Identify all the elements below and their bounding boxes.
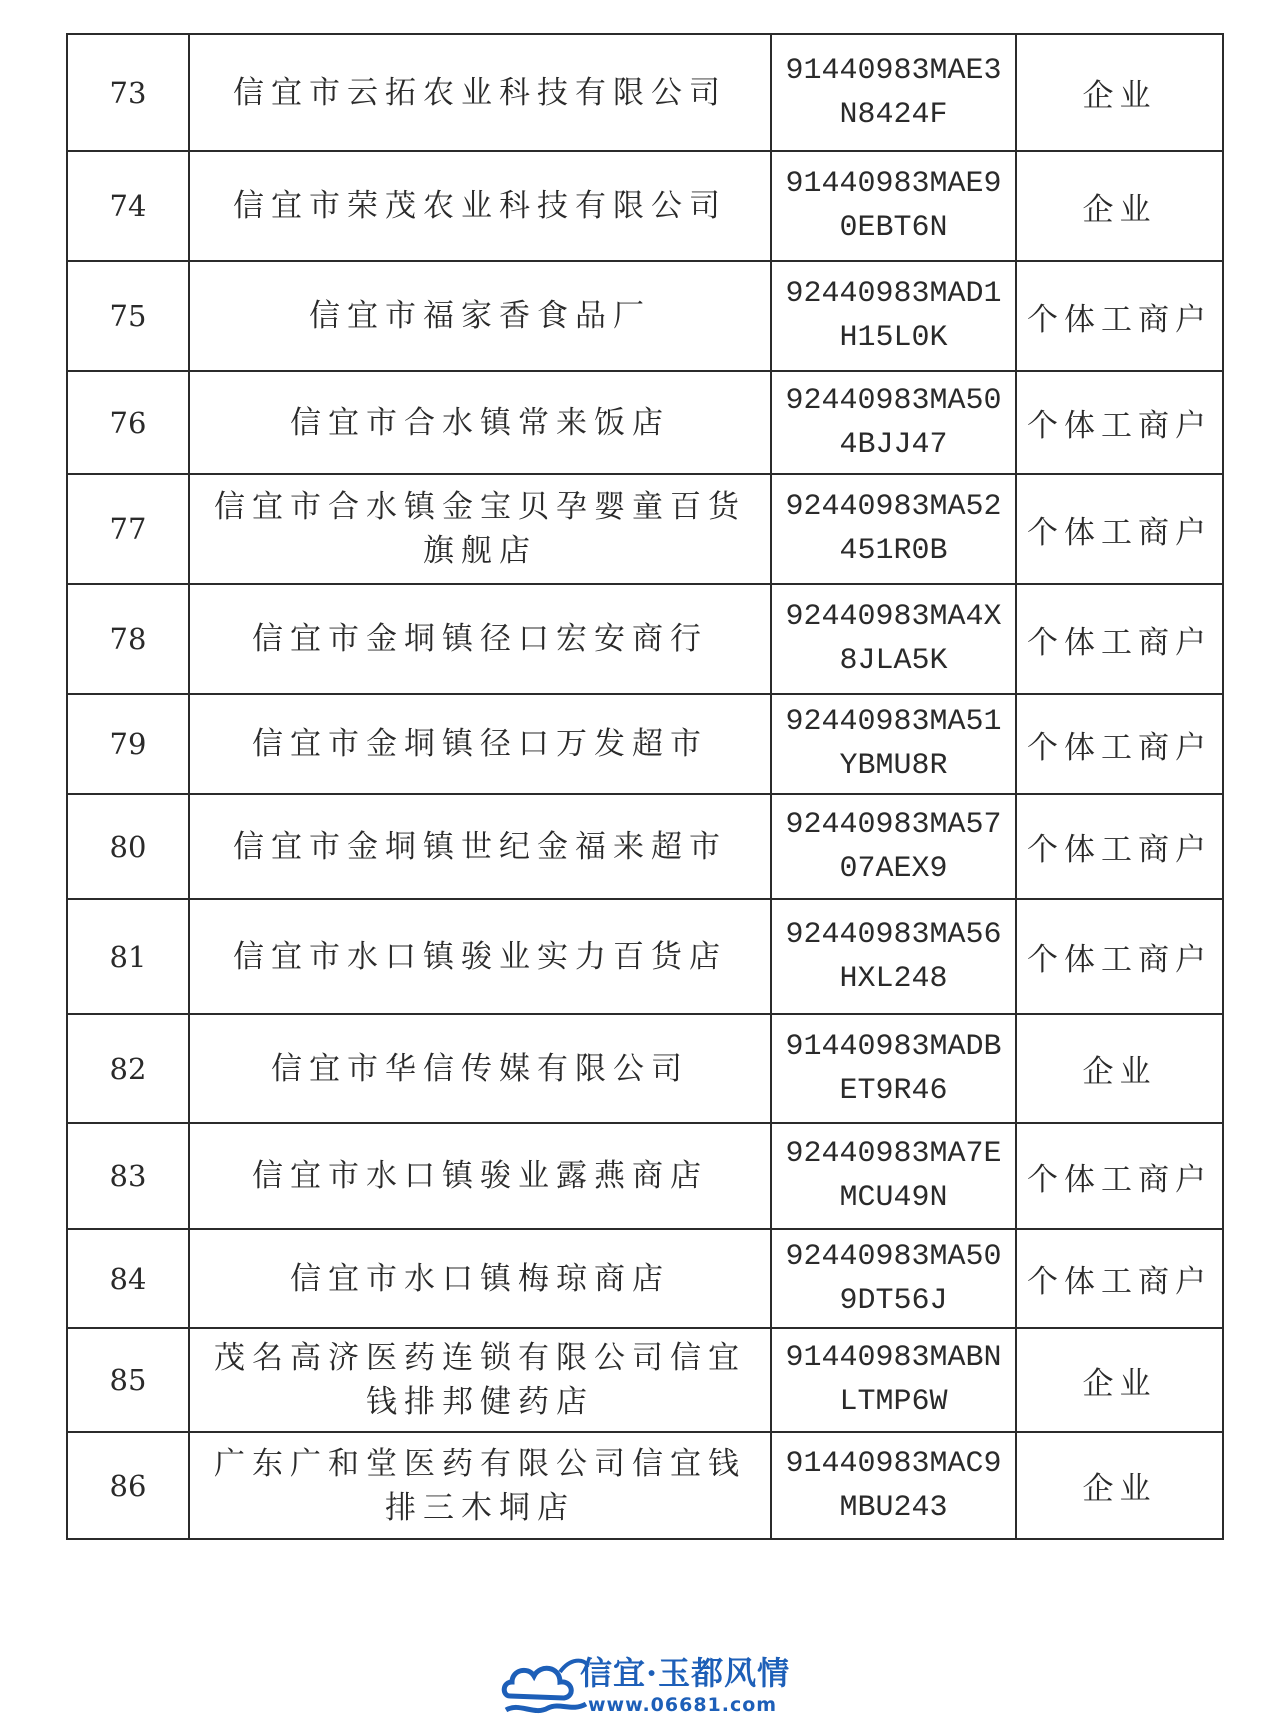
row-number-cell <box>68 1015 188 1122</box>
entity-name: 信宜市金垌镇世纪金福来超市 <box>233 828 727 865</box>
row-number-cell <box>68 262 188 370</box>
entity-type: 个体工商户 <box>1027 624 1212 661</box>
credit-code: 91440983MAE90EBT6N <box>785 167 1002 245</box>
credit-code-cell <box>772 900 1015 1013</box>
entity-type-cell <box>1017 1230 1222 1327</box>
table-row-divider <box>66 1538 1224 1540</box>
entity-type: 个体工商户 <box>1027 408 1212 444</box>
entity-type: 企业 <box>1082 78 1157 114</box>
entity-name-cell <box>190 475 770 583</box>
entity-type-cell <box>1017 35 1222 150</box>
entity-type-cell <box>1017 795 1222 898</box>
row-number: 81 <box>109 939 147 974</box>
credit-code-cell <box>772 475 1015 583</box>
entity-name-cell <box>190 1329 770 1431</box>
entity-name: 茂名高济医药连锁有限公司信宜钱排邦健药店 <box>214 1340 746 1420</box>
row-number: 85 <box>109 1363 147 1397</box>
row-number: 77 <box>109 512 147 546</box>
entity-name-cell <box>190 795 770 898</box>
entity-name-cell <box>190 585 770 693</box>
row-number: 86 <box>109 1468 147 1503</box>
entity-name: 信宜市金垌镇径口万发超市 <box>252 726 708 762</box>
credit-code: 91440983MADBET9R46 <box>785 1029 1002 1108</box>
row-number-cell <box>68 372 188 473</box>
credit-code-cell <box>772 695 1015 793</box>
row-number-cell <box>68 695 188 793</box>
row-number-cell <box>68 1433 188 1538</box>
credit-code: 92440983MAD1H15L0K <box>785 277 1002 355</box>
entity-name-cell <box>190 900 770 1013</box>
entity-type: 企业 <box>1082 1054 1157 1090</box>
entity-name-cell <box>190 35 770 150</box>
credit-code-cell <box>772 1433 1015 1538</box>
credit-code-cell <box>772 1124 1015 1228</box>
entity-name: 信宜市福家香食品厂 <box>309 298 651 334</box>
row-number: 84 <box>109 1261 147 1296</box>
entity-type-cell <box>1017 1433 1222 1538</box>
credit-code: 91440983MABNLTMP6W <box>785 1341 1002 1419</box>
row-number-cell <box>68 152 188 260</box>
credit-code: 92440983MA56HXL248 <box>785 917 1002 996</box>
credit-code: 92440983MA52451R0B <box>785 490 1002 568</box>
row-number: 82 <box>109 1051 147 1086</box>
row-number-cell <box>68 1124 188 1228</box>
row-number-cell <box>68 35 188 150</box>
credit-code-cell <box>772 1015 1015 1122</box>
row-number: 76 <box>109 405 147 440</box>
entity-type: 个体工商户 <box>1027 1264 1212 1300</box>
entity-type: 企业 <box>1082 191 1157 228</box>
credit-code: 92440983MA7EMCU49N <box>785 1137 1002 1215</box>
entity-type: 企业 <box>1082 1365 1157 1402</box>
row-number: 79 <box>109 727 147 761</box>
entity-type: 个体工商户 <box>1027 1161 1212 1198</box>
credit-code: 92440983MA51YBMU8R <box>785 705 1002 783</box>
row-number-cell <box>68 1329 188 1431</box>
entity-type-cell <box>1017 1329 1222 1431</box>
credit-code-cell <box>772 585 1015 693</box>
credit-code: 92440983MA509DT56J <box>785 1239 1002 1318</box>
credit-code-cell <box>772 1329 1015 1431</box>
cloud-wave-logo-icon <box>500 1652 590 1722</box>
entity-name-cell <box>190 1124 770 1228</box>
entity-name-cell <box>190 372 770 473</box>
entity-name: 信宜市云拓农业科技有限公司 <box>233 74 727 111</box>
credit-code: 91440983MAE3N8424F <box>785 53 1002 132</box>
entity-name-cell <box>190 1015 770 1122</box>
credit-code-cell <box>772 1230 1015 1327</box>
credit-code-cell <box>772 35 1015 150</box>
entity-name: 信宜市合水镇常来饭店 <box>290 404 670 441</box>
entity-type-cell <box>1017 695 1222 793</box>
entity-type: 个体工商户 <box>1027 942 1212 978</box>
watermark-url: www.06681.com <box>588 1694 778 1716</box>
entity-name-cell <box>190 1230 770 1327</box>
credit-code: 91440983MAC9MBU243 <box>785 1446 1002 1525</box>
entity-name: 信宜市华信传媒有限公司 <box>271 1050 689 1087</box>
row-number: 83 <box>109 1159 147 1193</box>
entity-name: 信宜市水口镇骏业实力百货店 <box>233 938 727 975</box>
entity-type-cell <box>1017 585 1222 693</box>
entity-name: 信宜市合水镇金宝贝孕婴童百货旗舰店 <box>214 489 746 569</box>
row-number-cell <box>68 585 188 693</box>
row-number-cell <box>68 1230 188 1327</box>
entity-type: 个体工商户 <box>1027 729 1212 766</box>
table-column-divider <box>1222 33 1224 1540</box>
entity-type-cell <box>1017 1124 1222 1228</box>
entity-name: 信宜市水口镇骏业露燕商店 <box>252 1158 708 1194</box>
entity-name-cell <box>190 695 770 793</box>
row-number: 75 <box>109 299 147 333</box>
entity-name: 信宜市荣茂农业科技有限公司 <box>233 188 727 224</box>
credit-code-cell <box>772 152 1015 260</box>
row-number: 80 <box>109 829 147 864</box>
credit-code-cell <box>772 262 1015 370</box>
site-watermark <box>500 1648 790 1728</box>
credit-code-cell <box>772 372 1015 473</box>
row-number-cell <box>68 900 188 1013</box>
entity-name: 广东广和堂医药有限公司信宜钱排三木垌店 <box>214 1445 746 1526</box>
entity-type-cell <box>1017 475 1222 583</box>
entity-type-cell <box>1017 262 1222 370</box>
entity-type-cell <box>1017 372 1222 473</box>
entity-name-cell <box>190 152 770 260</box>
watermark-title: 信宜·玉都风情 <box>580 1654 791 1692</box>
row-number-cell <box>68 475 188 583</box>
entity-type: 个体工商户 <box>1027 301 1212 338</box>
entity-name: 信宜市水口镇梅琼商店 <box>290 1260 670 1297</box>
entity-name: 信宜市金垌镇径口宏安商行 <box>252 621 708 657</box>
entity-type-cell <box>1017 152 1222 260</box>
entity-type: 个体工商户 <box>1027 832 1212 868</box>
credit-code-cell <box>772 795 1015 898</box>
row-number: 74 <box>109 189 147 223</box>
entity-type-cell <box>1017 1015 1222 1122</box>
row-number: 78 <box>109 622 147 656</box>
row-number-cell <box>68 795 188 898</box>
entity-type: 个体工商户 <box>1027 514 1212 551</box>
credit-code: 92440983MA4X8JLA5K <box>785 600 1002 678</box>
entity-type-cell <box>1017 900 1222 1013</box>
credit-code: 92440983MA5707AEX9 <box>785 807 1002 886</box>
row-number: 73 <box>109 75 147 110</box>
credit-code: 92440983MA504BJJ47 <box>785 383 1002 462</box>
entity-name-cell <box>190 1433 770 1538</box>
entity-type: 企业 <box>1082 1471 1157 1507</box>
entity-name-cell <box>190 262 770 370</box>
